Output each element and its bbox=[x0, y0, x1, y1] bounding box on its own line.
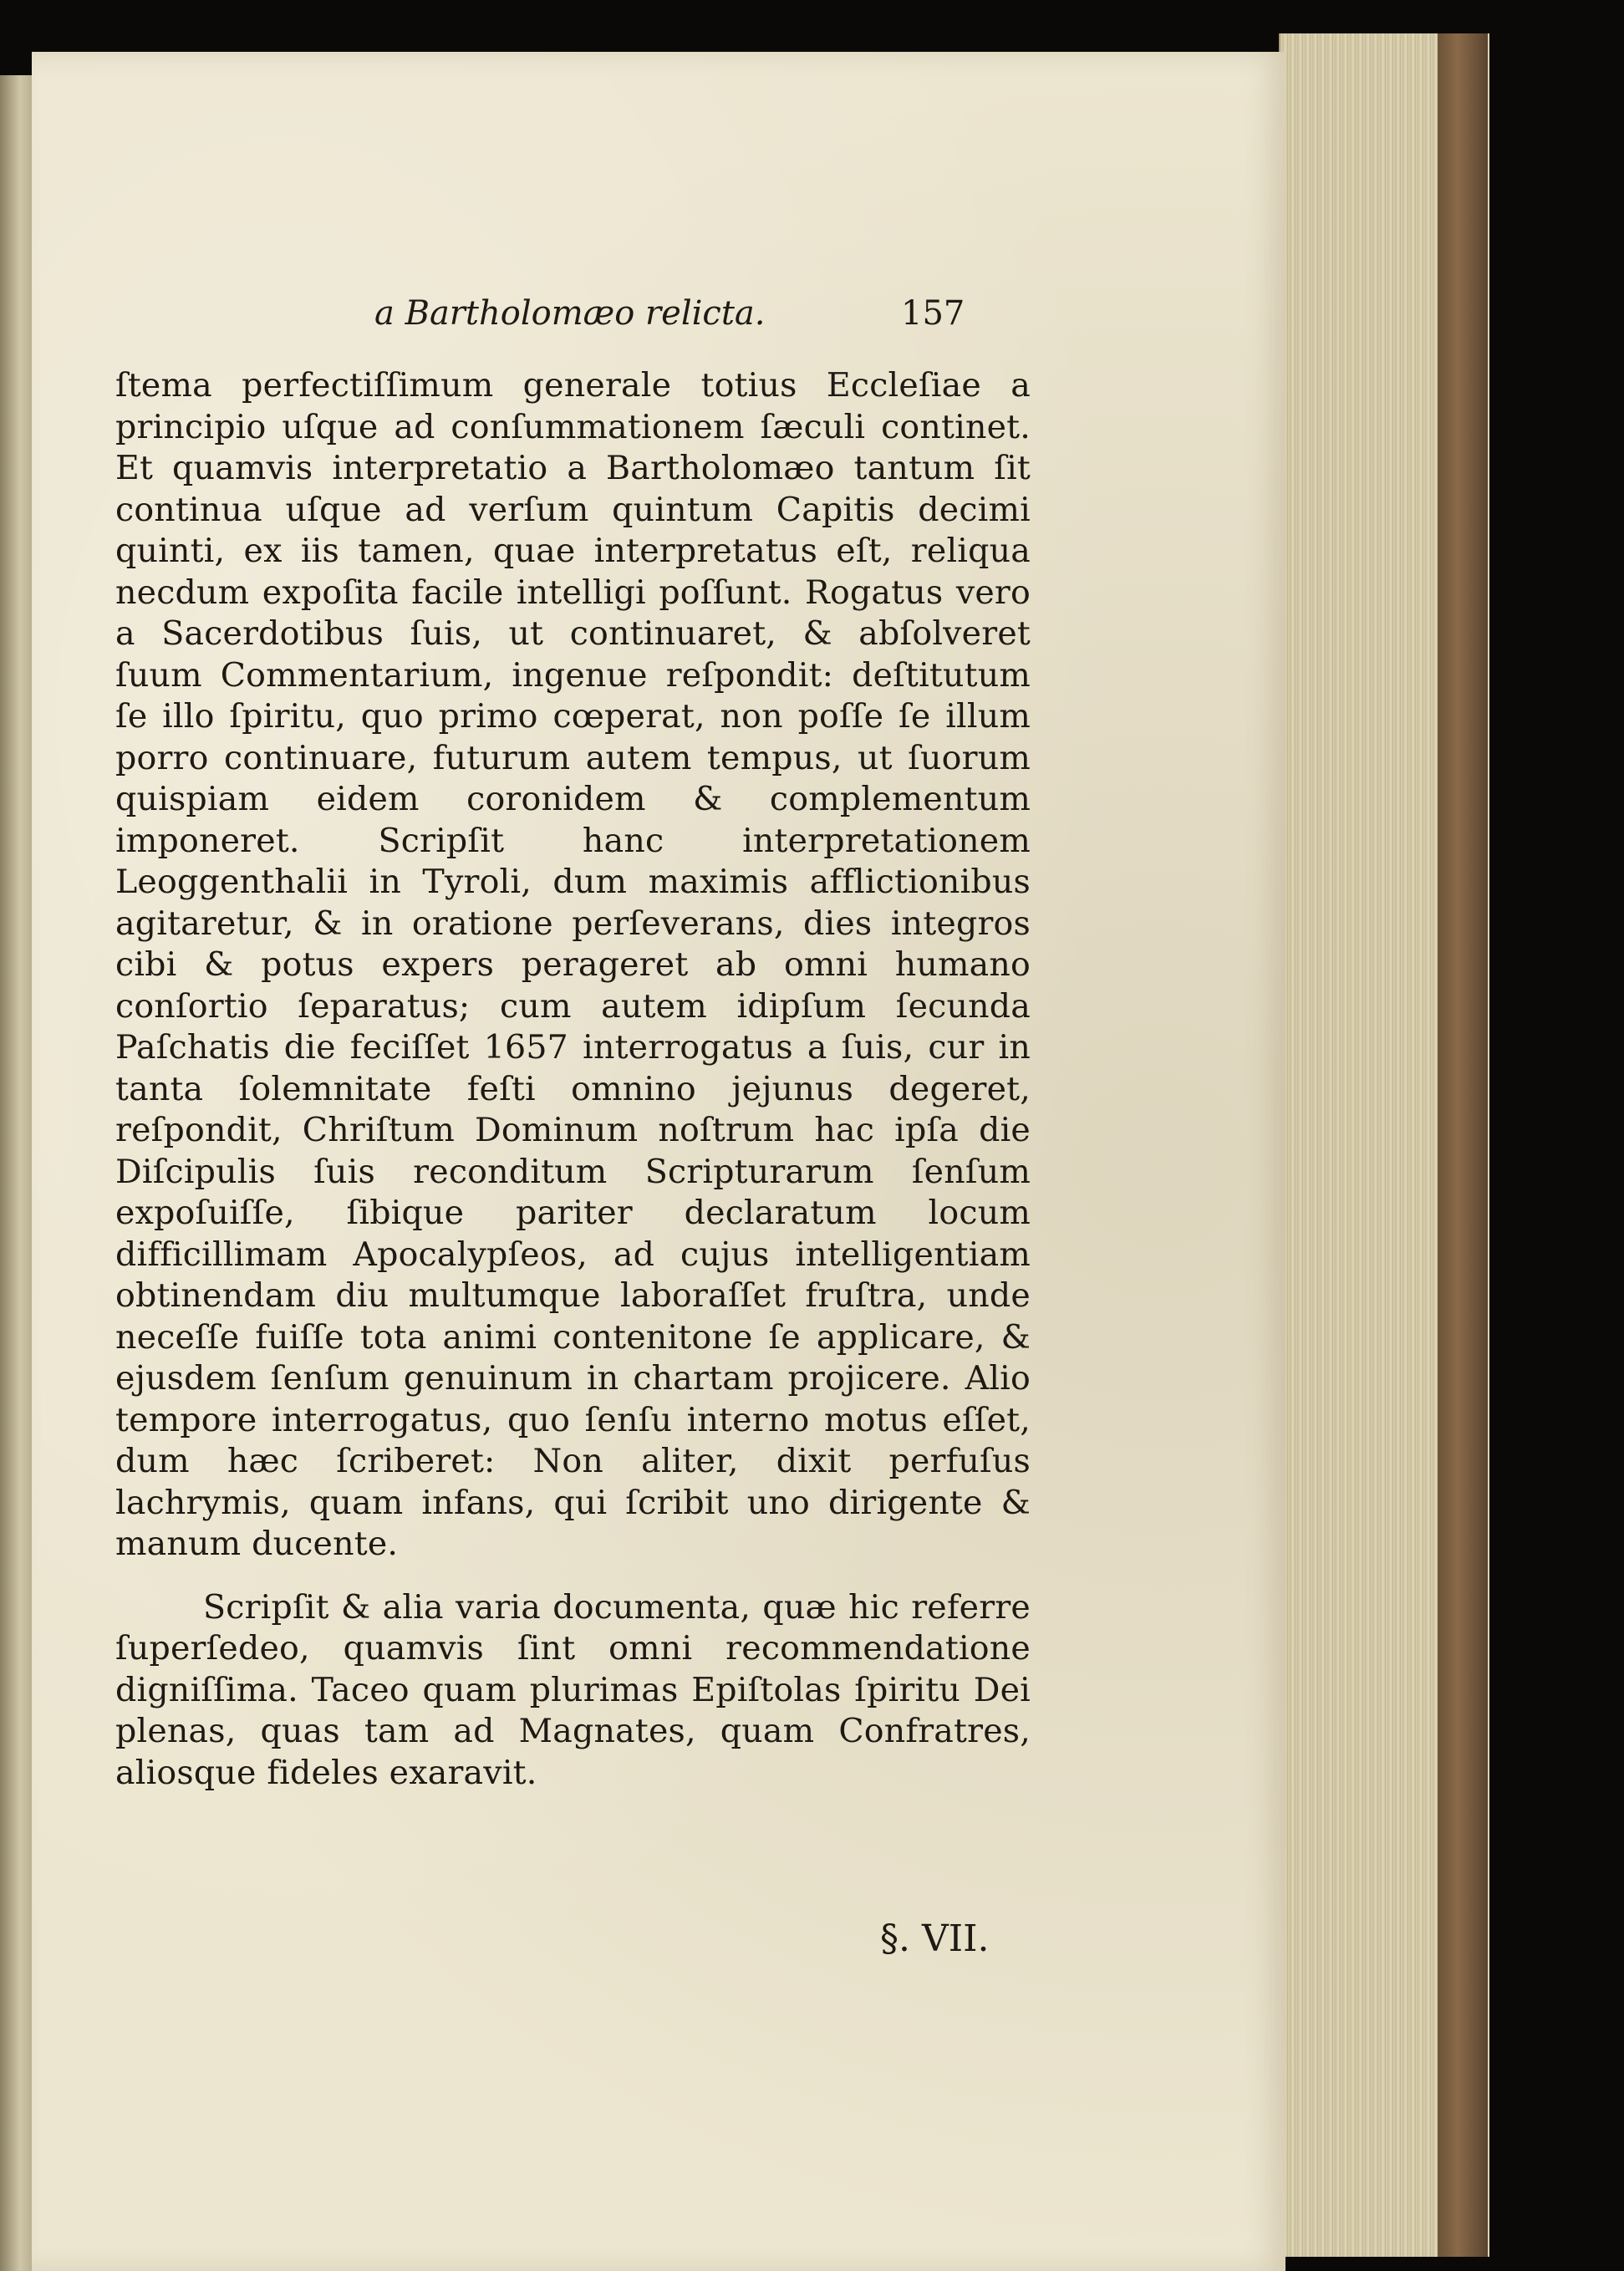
page-header bbox=[32, 294, 1285, 344]
paragraph: ſtema perfectiſſimum generale totius Eccleſiae a principio uſque ad conſummationem ſæculi continet. Et quamvis interpretatio a Bartholomæo tantum ſit continua uſque ad verſum quintum Capitis decimi quinti, ex iis tamen, quae interpretatus eſt, reliqua necdum expoſita facile intelligi poſſunt. Rogatus vero a Sacerdotibus ſuis, ut continuaret, & abſolveret ſuum Commentarium, ingenue reſpondit: deſtitutum ſe illo ſpiritu, quo primo cœperat, non poſſe ſe illum porro continuare, futurum autem tempus, ut ſuorum quispiam eidem coronidem & complementum imponeret. Scripſit hanc interpretationem Leoggenthalii in Tyroli, dum maximis afflictionibus agitaretur, & in oratione perſeverans, dies integros cibi & potus expers perageret ab omni humano conſortio ſeparatus; cum autem idipſum ſecunda Paſchatis die feciſſet 1657 interrogatus a ſuis, cur in tanta ſolemnitate feſti omnino jejunus degeret, reſpondit, Chriſtum Dominum noſtrum hac ipſa die Diſcipulis ſuis reconditum Scripturarum ſenſum expoſuiſſe, ſibique pariter declaratum locum difficillimam Apocalypſeos, ad cujus intelligentiam obtinendam diu multumque laboraſſet fruſtra, unde neceſſe fuiſſe tota animi contenitone ſe applicare, & ejusdem ſenſum genuinum in chartam projicere. Alio tempore interrogatus, quo ſenſu interno motus eſſet, dum hæc ſcriberet: Non aliter, dixit perfuſus lachrymis, quam infans, qui ſcribit uno dirigente & manum ducente. bbox=[115, 366, 1031, 1563]
book-cover-edge bbox=[1438, 33, 1488, 2257]
paragraph: Scripſit & alia varia documenta, quæ hic referre ſuperſedeo, quamvis ſint omni recommendatione digniſſima. Taceo quam plurimas Epiſtolas ſpiritu Dei plenas, quas tam ad Magnates, quam Confratres, aliosque fideles exaravit. bbox=[115, 1587, 1031, 1792]
catchword: §. VII. bbox=[880, 1917, 990, 1960]
book-page bbox=[32, 52, 1285, 2271]
page-number: 157 bbox=[901, 294, 965, 333]
page-body bbox=[115, 365, 1031, 1794]
facing-page-edge bbox=[0, 75, 33, 2271]
running-head: a Bartholomæo relicta. bbox=[374, 294, 766, 333]
